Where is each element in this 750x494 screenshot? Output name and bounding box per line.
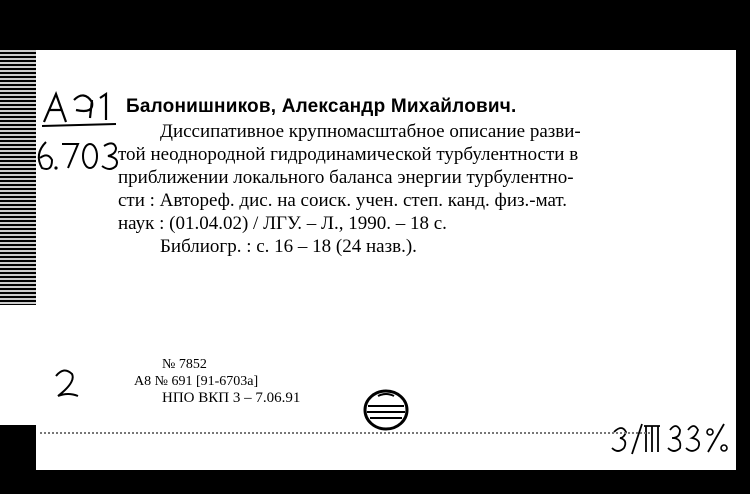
scan-noise	[0, 50, 36, 310]
card-body-line-1: Диссипативное крупномасштабное описание разви-	[160, 121, 581, 142]
handwritten-date-note	[608, 418, 732, 462]
scan-noise-gap	[0, 305, 36, 425]
handwritten-shelfmark-line1	[40, 88, 118, 128]
card-heading-author: Балонишников, Александр Михайлович.	[126, 96, 517, 117]
handwritten-mark-2	[48, 364, 84, 400]
card-body-line-2: той неоднородной гидродинамической турбулентности в	[118, 144, 579, 165]
printer-imprint: НПО ВКП 3 – 7.06.91	[162, 390, 301, 406]
card-bottom-dotted-line	[40, 432, 650, 434]
card-body-line-4: сти : Автореф. дис. на соиск. учен. степ. канд. физ.-мат.	[118, 190, 568, 211]
card-bibliography-line: Библиогр. : с. 16 – 18 (24 назв.).	[160, 236, 417, 257]
card-body-line-5: наук : (01.04.02) / ЛГУ. – Л., 1990. – 18 с.	[118, 213, 447, 234]
accession-number: А8 № 691 [91-6703а]	[134, 374, 259, 389]
scan-border-bottom	[0, 470, 750, 494]
card-body-line-3: приближении локального баланса энергии турбулентно-	[118, 167, 574, 188]
scan-border-top	[0, 0, 750, 50]
handwritten-shelfmark-line2	[32, 136, 128, 176]
scan-border-right	[736, 0, 750, 494]
registration-number: № 7852	[162, 357, 207, 372]
library-stamp	[362, 388, 410, 432]
